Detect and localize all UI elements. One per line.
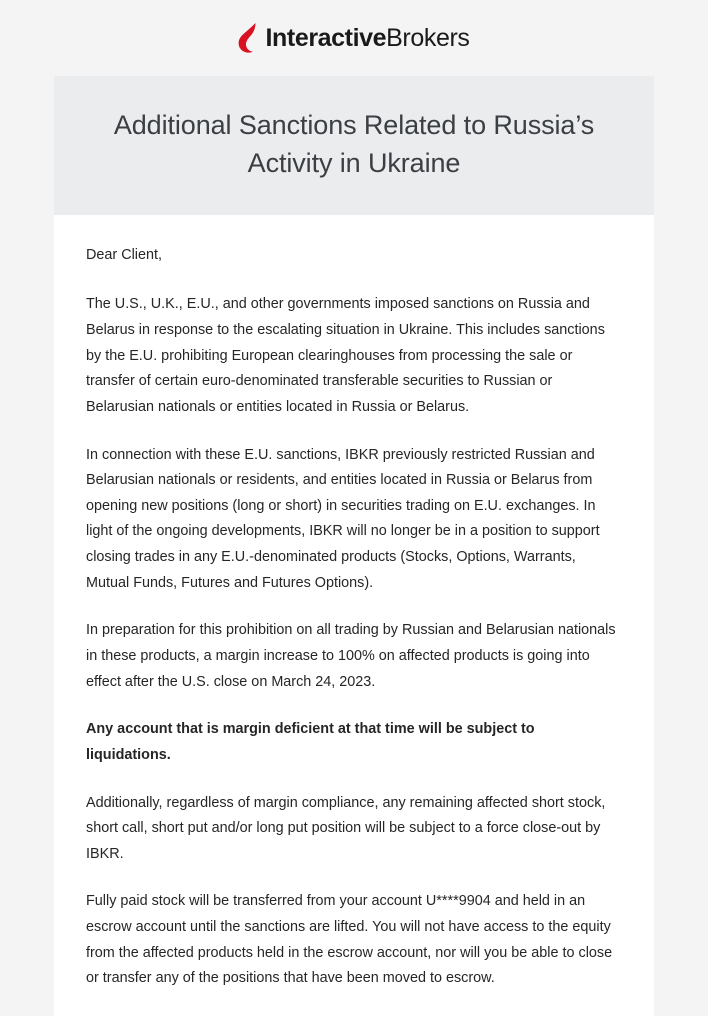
brand-name-light: Brokers (386, 23, 470, 52)
body-paragraph-5: Fully paid stock will be transferred from your account U****9904 and held in an escrow account until the sanctions are lifted. You will not have access to the equity from the affected products held in the escrow account, nor will you be able to close or transfer any of the positions that have been moved to escrow. (86, 893, 613, 987)
body-paragraph-4: Additionally, regardless of margin compliance, any remaining affected short stock, short call, short put and/or long put position will be subject to a force close-out by IBKR. (86, 794, 606, 862)
brand-wordmark (265, 24, 469, 53)
brand-name-bold: Interactive (265, 23, 387, 52)
body-paragraph-1: The U.S., U.K., E.U., and other governments imposed sanctions on Russia and Belarus in response to the escalating situation in Ukraine. This includes sanctions by the E.U. prohibiting European clearinghouses from processing the sale or transfer of certain euro-denominated transferable securities to Russian or Belarusian nationals or entities located in Russia or Belarus. (86, 296, 605, 415)
email-body (54, 215, 654, 1016)
salutation: Dear Client, (86, 246, 162, 263)
body-emphasis-paragraph: Any account that is margin deficient at that time will be subject to liquidations. (86, 721, 535, 763)
body-paragraph-3: In preparation for this prohibition on all trading by Russian and Belarusian nationals in these products, a margin increase to 100% on affected products is going into effect after the U.S. close on March 24, 2023. (86, 622, 616, 690)
title-band (54, 76, 654, 215)
page-title: Additional Sanctions Related to Russia’s Activity in Ukraine (113, 110, 595, 179)
interactive-brokers-logo (238, 23, 469, 53)
brand-header (0, 0, 708, 76)
body-paragraph-2: In connection with these E.U. sanctions, IBKR previously restricted Russian and Belarusian nationals or residents, and entities located in Russia or Belarus from opening new positions (long or short) in securities trading on E.U. exchanges. In light of the ongoing developments, IBKR will no longer be in a position to support closing trades in any E.U.-denominated products (Stocks, Options, Warrants, Mutual Funds, Futures and Futures Options). (86, 446, 600, 591)
ibkr-flame-logo-icon (238, 23, 258, 53)
